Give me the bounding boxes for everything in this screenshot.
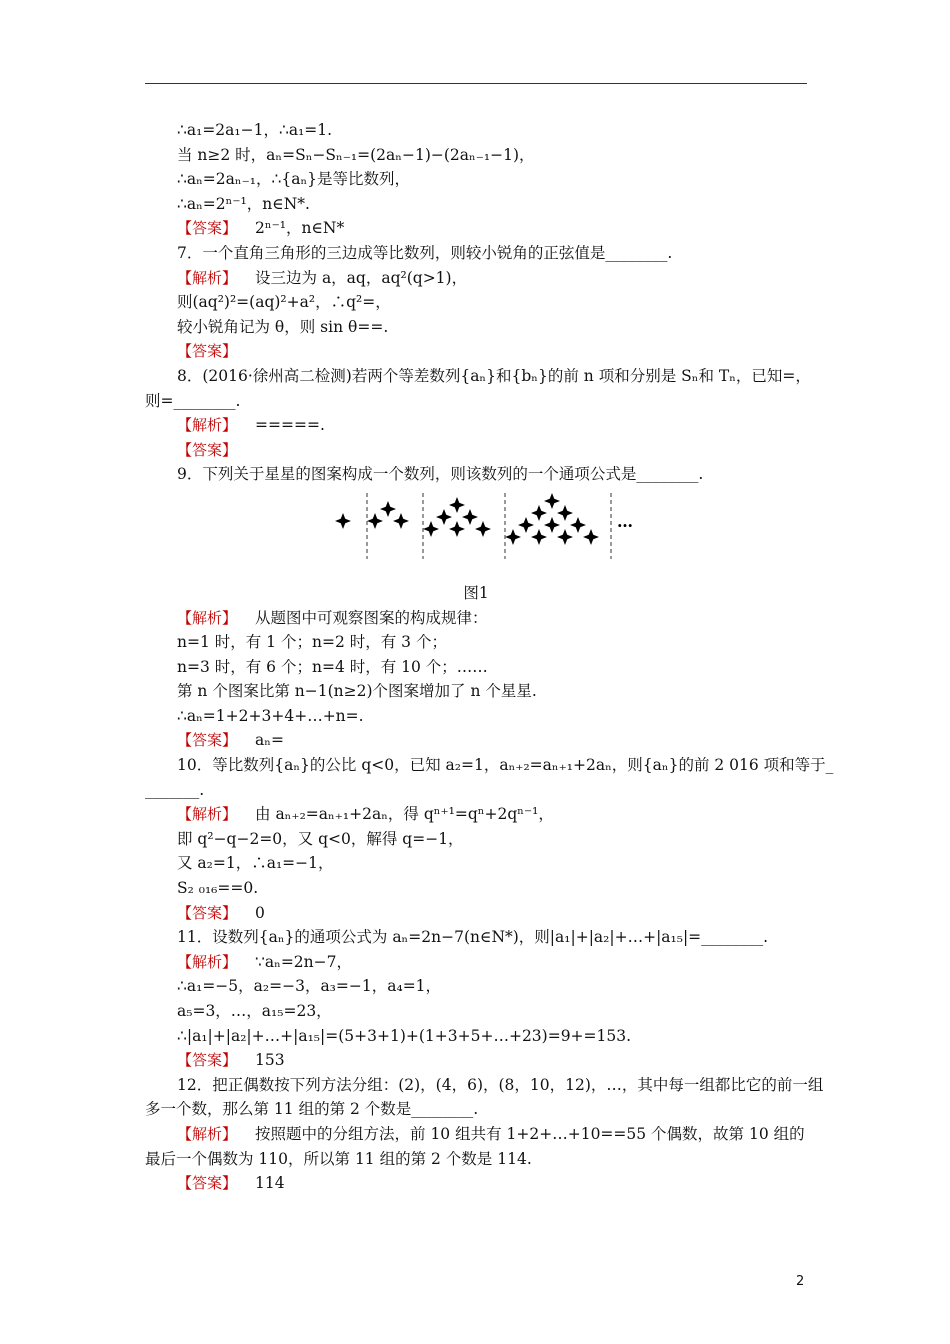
section-tag: 【解析】 — [177, 268, 238, 287]
line-text: ∵aₙ=2n−7， — [255, 952, 353, 971]
section-tag: 【解析】 — [177, 952, 238, 971]
text-line: ∴|a₁|+|a₂|+…+|a₁₅|=(5+3+1)+(1+3+5+…+23)=9+=153. — [177, 1026, 632, 1045]
answer-line — [145, 901, 807, 926]
line-text: 153 — [255, 1051, 285, 1070]
section-tag: 【答案】 — [177, 219, 238, 238]
star-icon — [544, 517, 560, 533]
text-line: 7．一个直角三角形的三边成等比数列，则较小锐角的正弦值是________. — [177, 243, 673, 262]
text-line: S₂ ₀₁₆==0. — [177, 879, 259, 898]
figure-caption: 图1 — [463, 583, 489, 602]
answer-line — [145, 1122, 807, 1147]
star-icon — [449, 497, 465, 513]
section-tag: 【解析】 — [177, 608, 238, 627]
answer-line — [145, 413, 807, 438]
star-icon — [570, 517, 586, 533]
document-body — [145, 118, 834, 1196]
text-line: 9．下列关于星星的图案构成一个数列，则该数列的一个通项公式是________. — [177, 465, 704, 484]
text-line: 12．把正偶数按下列方法分组：(2)，(4，6)，(8，10，12)，…，其中每一组都比它的前一组 — [177, 1075, 824, 1094]
header-rule — [145, 83, 807, 84]
text-line: 8．(2016·徐州高二检测)若两个等差数列{aₙ}和{bₙ}的前 n 项和分别是 Sₙ和 Tₙ，已知=， — [177, 366, 811, 385]
section-tag: 【解析】 — [177, 416, 238, 435]
answer-line — [145, 216, 807, 241]
page-number: 2 — [796, 1274, 805, 1289]
text-line: 较小锐角记为 θ，则 sin θ==. — [177, 317, 389, 336]
star-icon — [423, 521, 439, 537]
text-line: 当 n≥2 时，aₙ=Sₙ−Sₙ₋₁=(2aₙ−1)−(2aₙ₋₁−1)， — [177, 145, 535, 164]
line-text: 114 — [255, 1174, 285, 1193]
text-line: ∴aₙ=1+2+3+4+…+n=. — [177, 706, 364, 725]
text-line: 则=________. — [145, 391, 241, 410]
text-line: ∴aₙ=2aₙ₋₁，∴{aₙ}是等比数列， — [177, 170, 411, 189]
line-text: 从题图中可观察图案的构成规律： — [255, 608, 488, 627]
answer-line — [145, 438, 807, 463]
answer-line — [145, 1171, 807, 1196]
star-icon — [335, 513, 351, 529]
text-line: 第 n 个图案比第 n−1(n≥2)个图案增加了 n 个星星. — [177, 682, 537, 701]
star-icon — [475, 521, 491, 537]
answer-line — [145, 1048, 807, 1073]
text-line: 10．等比数列{aₙ}的公比 q<0，已知 a₂=1，aₙ₊₂=aₙ₊₁+2aₙ，则{aₙ}的前 2 016 项和等于_ — [177, 756, 834, 775]
star-icon — [462, 509, 478, 525]
star-icon — [436, 509, 452, 525]
answer-line — [145, 266, 807, 291]
section-tag: 【答案】 — [177, 1051, 238, 1070]
text-line: n=1 时，有 1 个；n=2 时，有 3 个； — [177, 633, 447, 652]
star-icon — [518, 517, 534, 533]
section-tag: 【答案】 — [177, 1174, 238, 1193]
text-line: 即 q²−q−2=0，又 q<0，解得 q=−1， — [177, 829, 464, 848]
answer-line — [145, 802, 807, 827]
answer-line — [145, 728, 807, 753]
text-line: _______. — [145, 780, 205, 799]
text-line: 则(aq²)²=(aq)²+a²，∴q²=， — [177, 293, 391, 312]
ellipsis-label: … — [617, 511, 633, 531]
section-tag: 【答案】 — [177, 731, 238, 750]
star-icon — [505, 529, 521, 545]
star-icon — [544, 493, 560, 509]
text-line: 又 a₂=1，∴a₁=−1， — [177, 854, 334, 873]
star-icon — [531, 505, 547, 521]
section-tag: 【解析】 — [177, 1124, 238, 1143]
answer-line — [145, 950, 807, 975]
text-line: ∴aₙ=2ⁿ⁻¹，n∈N*. — [177, 194, 310, 213]
section-tag: 【解析】 — [177, 805, 238, 824]
line-text: 由 aₙ₊₂=aₙ₊₁+2aₙ，得 qⁿ⁺¹=qⁿ+2qⁿ⁻¹， — [255, 805, 554, 824]
line-text: 0 — [255, 903, 265, 922]
line-text: 设三边为 a，aq，aq²(q>1)， — [255, 268, 468, 287]
section-tag: 【答案】 — [177, 903, 238, 922]
star-icon — [557, 505, 573, 521]
line-text: 2ⁿ⁻¹，n∈N* — [255, 219, 345, 238]
star-icon — [449, 521, 465, 537]
star-pattern-figure — [145, 491, 807, 581]
text-line: n=3 时，有 6 个；n=4 时，有 10 个；…… — [177, 657, 488, 676]
section-tag: 【答案】 — [177, 342, 238, 361]
star-icon — [380, 501, 396, 517]
star-icon — [393, 513, 409, 529]
text-line: 多一个数，那么第 11 组的第 2 个数是________. — [145, 1100, 479, 1119]
line-text: aₙ= — [255, 731, 284, 750]
text-line: 11．设数列{aₙ}的通项公式为 aₙ=2n−7(n∈N*)，则|a₁|+|a₂|+…+|a₁₅|=________. — [177, 928, 769, 947]
star-icon — [531, 529, 547, 545]
answer-line — [145, 606, 807, 631]
text-line: ∴a₁=−5，a₂=−3，a₃=−1，a₄=1， — [177, 977, 442, 996]
text-line: a₅=3，…，a₁₅=23， — [177, 1002, 332, 1020]
section-tag: 【答案】 — [177, 440, 238, 459]
star-icon — [367, 513, 383, 529]
star-icon — [583, 529, 599, 545]
answer-line — [145, 339, 807, 364]
line-text: 按照题中的分组方法，前 10 组共有 1+2+…+10==55 个偶数，故第 10 组的 — [255, 1124, 805, 1143]
star-icon — [557, 529, 573, 545]
star-pattern-svg — [333, 491, 633, 571]
text-line: ∴a₁=2a₁−1，∴a₁=1. — [177, 121, 333, 139]
text-line: 最后一个偶数为 110，所以第 11 组的第 2 个数是 114. — [145, 1149, 532, 1168]
line-text: =====. — [255, 416, 325, 435]
